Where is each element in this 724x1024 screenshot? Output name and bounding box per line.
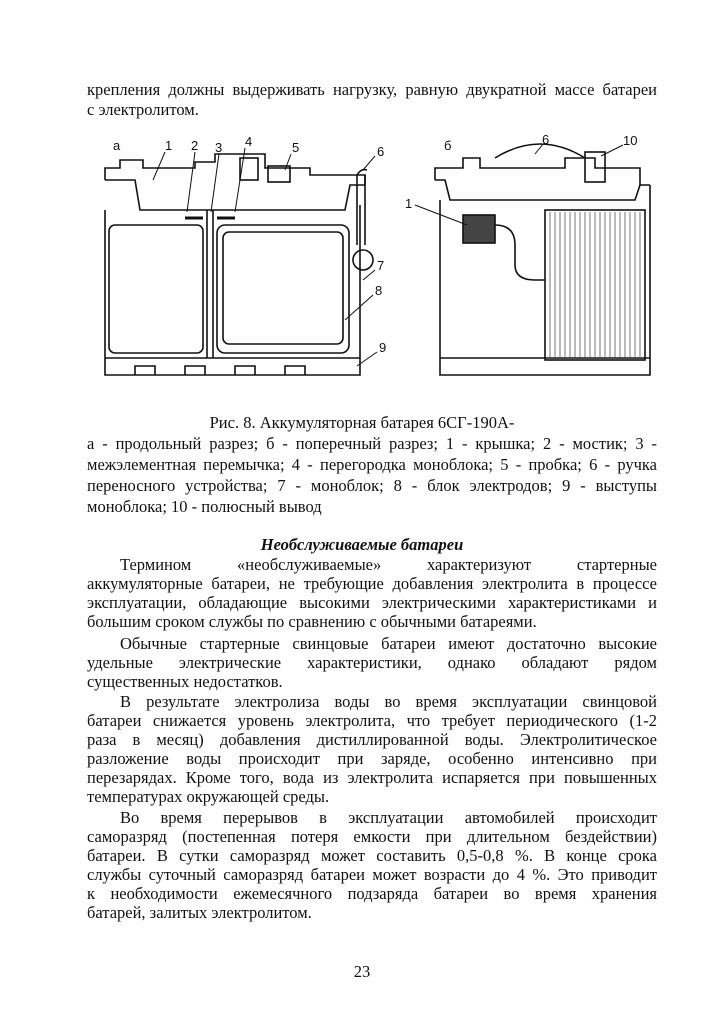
caption-line: моноблока; 10 - полюсный вывод	[87, 497, 322, 516]
callout-b-1: 1	[405, 196, 413, 211]
callout-b-10: 10	[623, 133, 638, 148]
paragraph-line: батареи. В сутки саморазряд может составить 0,5-0,8 %. В конце срока	[87, 846, 657, 865]
paragraph-line: Обычные стартерные свинцовые батареи имеют достаточно высокие	[120, 634, 657, 653]
callout-a-6: 6	[377, 144, 385, 159]
caption-line: межэлементная перемычка; 4 - перегородка моноблока; 5 - пробка; 6 - ручка	[87, 455, 657, 474]
paragraph-line: службы суточный саморазряд батареи может возрасти до 4 %. Это приводит	[87, 865, 657, 884]
callout-a-8: 8	[375, 283, 383, 298]
caption-line: а - продольный разрез; б - поперечный разрез; 1 - крышка; 2 - мостик; 3 -	[87, 434, 657, 453]
callout-a-2: 2	[191, 138, 199, 153]
callout-b-6: 6	[542, 132, 550, 147]
electrode-hatching	[550, 212, 640, 358]
intro-line-1: крепления должны выдерживать нагрузку, равную двукратной массе батареи	[87, 80, 657, 99]
paragraph-line: саморазряд (постепенная потеря емкости при длительном бездействии)	[87, 827, 657, 846]
paragraph-line: батареи снижается уровень электролита, что требует периодического (1-2	[87, 711, 657, 730]
caption-line: переносного устройства; 7 - моноблок; 8 - блок электродов; 9 - выступы	[87, 476, 657, 495]
figure-caption-title: Рис. 8. Аккумуляторная батарея 6СГ-190А-	[209, 413, 515, 432]
battery-figure	[95, 130, 665, 385]
callout-a-5: 5	[292, 140, 300, 155]
callout-a-7: 7	[377, 258, 385, 273]
callout-a-4: 4	[245, 134, 253, 149]
paragraph-line: перезарядах. Кроме того, вода из электролита испаряется при повышенных	[87, 768, 657, 787]
paragraph-line: к необходимости ежемесячного подзаряда батареи во время хранения	[87, 884, 657, 903]
view-a-label: а	[113, 138, 121, 153]
paragraph-line: В результате электролиза воды во время эксплуатации свинцовой	[120, 692, 657, 711]
callout-a-3: 3	[215, 140, 223, 155]
intro-line-2: с электролитом.	[87, 100, 199, 119]
view-b-label: б	[444, 138, 452, 153]
paragraph-line: большим сроком службы по сравнению с обычными батареями.	[87, 612, 537, 631]
paragraph-line: температурах окружающей среды.	[87, 787, 330, 806]
callout-a-1: 1	[165, 138, 173, 153]
paragraph-line: раза в месяц) добавления дистиллированной воды. Электролитическое	[87, 730, 657, 749]
paragraph-line: разложение воды происходит при заряде, особенно интенсивно при	[87, 749, 657, 768]
paragraph-line: батарей, залитых электролитом.	[87, 903, 312, 922]
paragraph-line: аккумуляторные батареи, не требующие добавления электролита в процессе	[87, 574, 657, 593]
paragraph-line: эксплуатации, обладающие высокими электрическими характеристиками и	[87, 593, 657, 612]
paragraph-line: Во время перерывов в эксплуатации автомобилей происходит	[120, 808, 657, 827]
paragraph-line: существенных недостатков.	[87, 672, 283, 691]
paragraph-line: удельные электрические характеристики, однако обладают рядом	[87, 653, 657, 672]
callout-a-9: 9	[379, 340, 387, 355]
section-heading: Необслуживаемые батареи	[260, 535, 464, 554]
page-number: 23	[353, 962, 371, 981]
cross-section-drawing	[435, 144, 650, 375]
paragraph-line: Термином «необслуживаемые» характеризуют стартерные	[120, 555, 657, 574]
